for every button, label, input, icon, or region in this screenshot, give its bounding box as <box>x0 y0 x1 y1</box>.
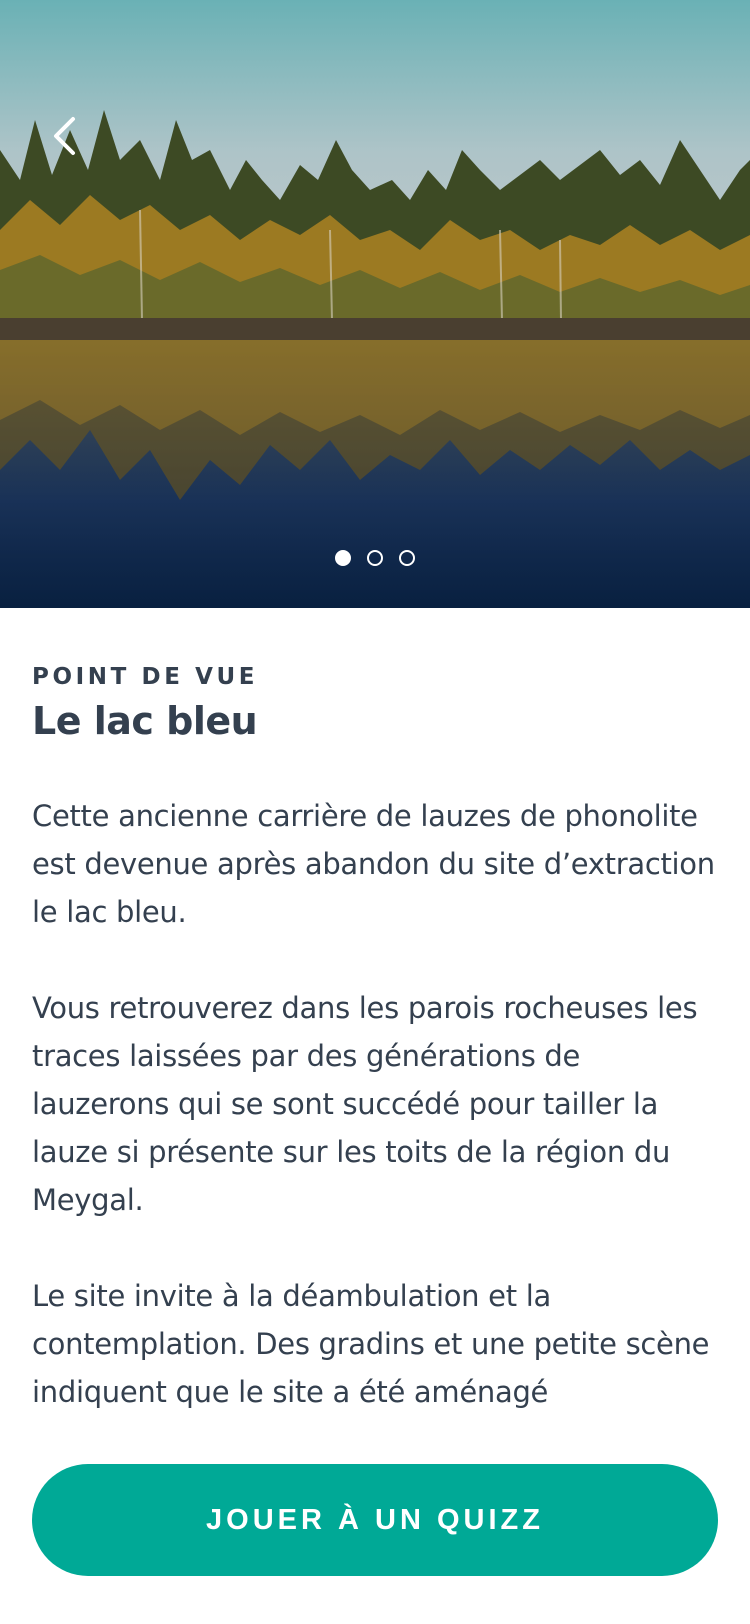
poi-title: Le lac bleu <box>32 699 258 743</box>
description-paragraph: Vous retrouverez dans les parois rocheuses les traces laissées par des générations de lauzerons qui se sont succédé pour tailler la lauze si présente sur les toits de la région du Meygal. <box>32 991 698 1217</box>
play-quiz-button[interactable] <box>32 1464 718 1576</box>
hero-carousel[interactable] <box>0 0 750 608</box>
carousel-dot-3[interactable] <box>399 550 415 566</box>
carousel-dot-2[interactable] <box>367 550 383 566</box>
description-paragraph: Le site invite à la déambulation et la contemplation. Des gradins et une petite scène indiquent que le site a été aménagé <box>32 1279 710 1409</box>
poi-description[interactable] <box>32 792 722 1420</box>
carousel-dot-1[interactable] <box>335 550 351 566</box>
poi-category: POINT DE VUE <box>32 664 259 690</box>
chevron-left-icon <box>51 116 77 156</box>
poi-details <box>32 662 722 1420</box>
hero-image <box>0 0 750 608</box>
carousel-pagination <box>0 550 750 566</box>
back-button[interactable] <box>38 104 90 168</box>
play-quiz-label: JOUER À UN QUIZZ <box>206 1503 544 1536</box>
description-paragraph: Cette ancienne carrière de lauzes de phonolite est devenue après abandon du site d’extraction le lac bleu. <box>32 799 715 929</box>
